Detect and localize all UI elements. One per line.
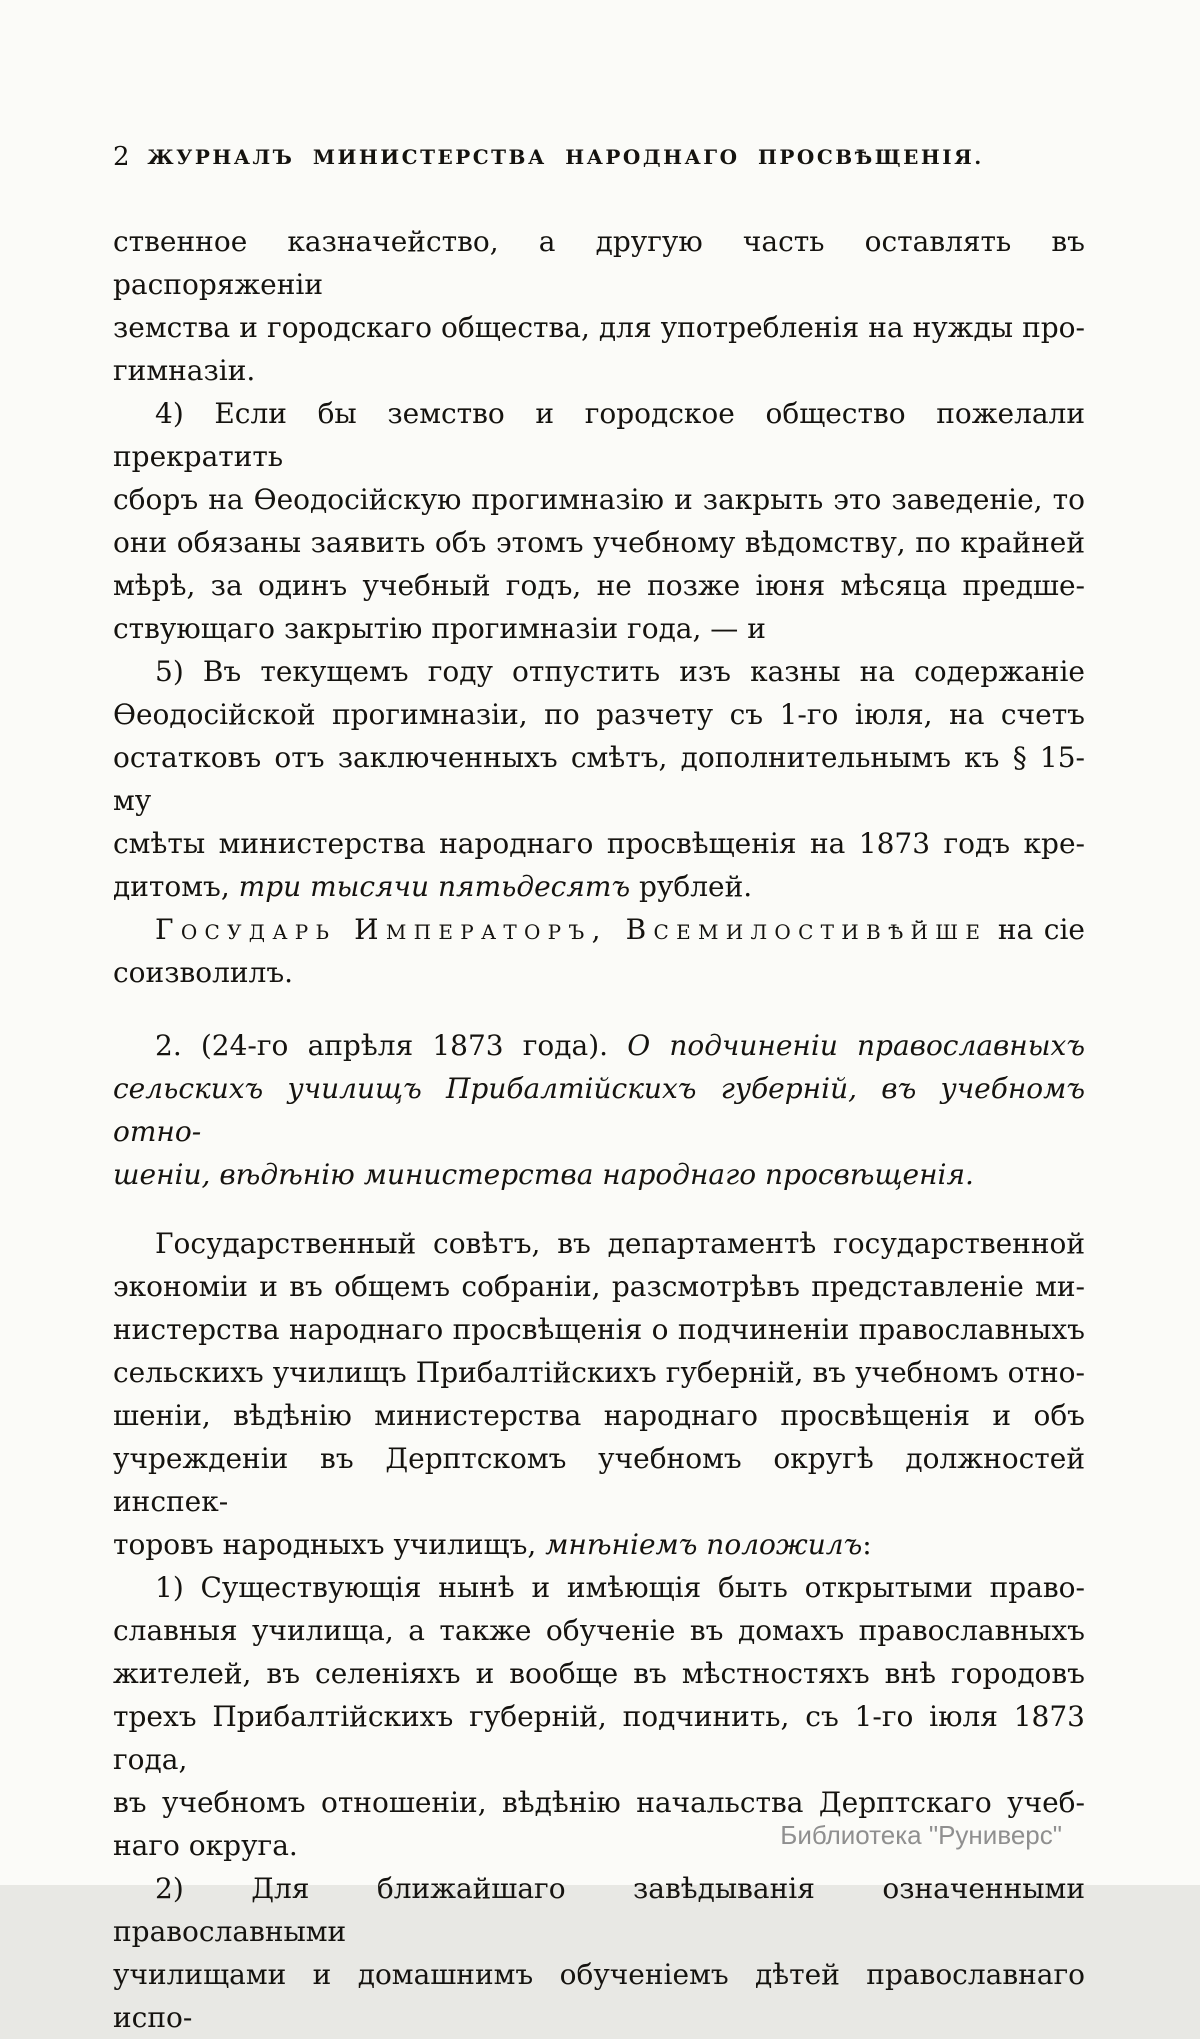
italic-text: мнѣніемъ положилъ bbox=[545, 1528, 863, 1561]
italic-text: сельскихъ училищъ Прибалтійскихъ губерній, въ учебномъ отно- bbox=[113, 1072, 1085, 1148]
text-line bbox=[113, 1351, 1085, 1394]
body-text: жителей, въ селеніяхъ и вообще въ мѣстностяхъ внѣ городовъ bbox=[113, 1657, 1085, 1690]
text-line bbox=[113, 693, 1085, 736]
text-line bbox=[113, 607, 1085, 650]
body-text: наго округа. bbox=[113, 1829, 298, 1862]
body-text: мѣрѣ, за одинъ учебный годъ, не позже іюня мѣсяца предше- bbox=[113, 569, 1085, 602]
text-line bbox=[113, 478, 1085, 521]
text-line bbox=[113, 1867, 1085, 1953]
text-line bbox=[113, 908, 1085, 951]
body-text: : bbox=[862, 1528, 872, 1561]
text-line bbox=[113, 392, 1085, 478]
body-text: учрежденіи въ Дерптскомъ учебномъ округѣ должностей инспек- bbox=[113, 1442, 1085, 1518]
paragraph bbox=[113, 220, 1085, 392]
body-text: училищами и домашнимъ обученіемъ дѣтей православнаго испо- bbox=[113, 1958, 1085, 2034]
body-text: дитомъ, bbox=[113, 870, 239, 903]
text-line bbox=[113, 1308, 1085, 1351]
body-text: остатковъ отъ заключенныхъ смѣтъ, дополнительнымъ къ § 15-му bbox=[113, 741, 1085, 817]
italic-text: три тысячи пятьдесятъ bbox=[238, 870, 631, 903]
text-line bbox=[113, 1953, 1085, 2039]
text-line bbox=[113, 306, 1085, 349]
body-text: ственное казначейство, а другую часть оставлять въ распоряженіи bbox=[113, 225, 1085, 301]
library-watermark: Библиотека "Руниверс" bbox=[780, 1820, 1062, 1850]
text-line bbox=[113, 1265, 1085, 1308]
body-text: сборъ на Ѳеодосійскую прогимназію и закрыть это заведеніе, то bbox=[113, 483, 1085, 516]
text-line bbox=[113, 349, 1085, 392]
text-line bbox=[113, 1781, 1085, 1824]
running-title: ЖУРНАЛЪ МИНИСТЕРСТВА НАРОДНАГО ПРОСВѢЩЕНІЯ. bbox=[147, 145, 984, 169]
text-line bbox=[113, 650, 1085, 693]
page-number: 2 bbox=[113, 142, 130, 172]
body-text: 5) Въ текущемъ году отпустить изъ казны на содержаніе bbox=[155, 655, 1085, 688]
text-line bbox=[113, 1523, 1085, 1566]
body-text: гимназіи. bbox=[113, 354, 256, 387]
body-text: 2) Для ближайшаго завѣдыванія означенными православными bbox=[113, 1872, 1085, 1948]
text-line bbox=[113, 1222, 1085, 1265]
text-line bbox=[113, 521, 1085, 564]
text-line bbox=[113, 564, 1085, 607]
text-line bbox=[113, 1394, 1085, 1437]
body-text: нистерства народнаго просвѣщенія о подчиненіи православныхъ bbox=[113, 1313, 1085, 1346]
paragraph bbox=[113, 908, 1085, 994]
text-line bbox=[113, 1652, 1085, 1695]
text-line bbox=[113, 951, 1085, 994]
paragraph bbox=[113, 650, 1085, 908]
italic-text: шеніи, вѣдѣнію министерства народнаго просвѣщенія. bbox=[113, 1158, 974, 1191]
text-line bbox=[113, 1695, 1085, 1781]
italic-text: О подчиненіи православныхъ bbox=[627, 1029, 1086, 1062]
body-text: Ѳеодосійской прогимназіи, по разчету съ 1-го іюля, на счетъ bbox=[113, 698, 1085, 731]
body-text: 4) Если бы земство и городское общество пожелали прекратить bbox=[113, 397, 1085, 473]
paragraph bbox=[113, 392, 1085, 650]
text-line bbox=[113, 220, 1085, 306]
body-text: 2. (24-го апрѣля 1873 года). bbox=[155, 1029, 628, 1062]
body-text: въ учебномъ отношеніи, вѣдѣнію начальства Дерптскаго учеб- bbox=[113, 1786, 1085, 1819]
section-heading bbox=[113, 1024, 1085, 1196]
text-line bbox=[113, 1437, 1085, 1523]
page-header bbox=[113, 142, 1085, 176]
paragraph bbox=[113, 1867, 1085, 2039]
body-text: экономіи и въ общемъ собраніи, разсмотрѣвъ представленіе ми- bbox=[113, 1270, 1085, 1303]
text-line bbox=[113, 1566, 1085, 1609]
text-line bbox=[113, 736, 1085, 822]
spaced-caps-text: Государь Императоръ, Всемилостивѣйше bbox=[155, 913, 988, 946]
text-line bbox=[113, 1067, 1085, 1153]
body-text: ствующаго закрытію прогимназіи года, — и bbox=[113, 612, 766, 645]
body-text: славныя училища, а также обученіе въ домахъ православныхъ bbox=[113, 1614, 1085, 1647]
body-text: трехъ Прибалтійскихъ губерній, подчинить, съ 1-го іюля 1873 года, bbox=[113, 1700, 1085, 1776]
text-line bbox=[113, 822, 1085, 865]
text-line bbox=[113, 1609, 1085, 1652]
page-body bbox=[113, 220, 1085, 2039]
body-text: 1) Существующія нынѣ и имѣющія быть открытыми право- bbox=[155, 1571, 1085, 1604]
text-line bbox=[113, 1153, 1085, 1196]
body-text: они обязаны заявить объ этомъ учебному вѣдомству, по крайней bbox=[113, 526, 1085, 559]
body-text: торовъ народныхъ училищъ, bbox=[113, 1528, 546, 1561]
body-text: шеніи, вѣдѣнію министерства народнаго просвѣщенія и объ bbox=[113, 1399, 1085, 1432]
body-text: рублей. bbox=[630, 870, 753, 903]
body-text: земства и городскаго общества, для употребленія на нужды про- bbox=[113, 311, 1085, 344]
body-text: смѣты министерства народнаго просвѣщенія на 1873 годъ кре- bbox=[113, 827, 1085, 860]
text-line bbox=[113, 1024, 1085, 1067]
body-text: сельскихъ училищъ Прибалтійскихъ губерній, въ учебномъ отно- bbox=[113, 1356, 1085, 1389]
text-line bbox=[113, 865, 1085, 908]
body-text: соизволилъ. bbox=[113, 956, 294, 989]
body-text: на сіе bbox=[987, 913, 1085, 946]
paragraph bbox=[113, 1222, 1085, 1566]
body-text: Государственный совѣтъ, въ департаментѣ государственной bbox=[155, 1227, 1085, 1260]
